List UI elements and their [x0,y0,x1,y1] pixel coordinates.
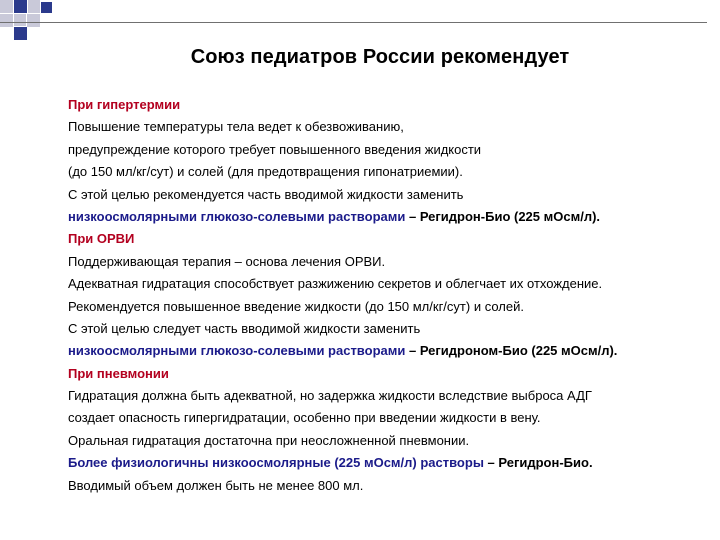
deco-square [0,0,13,13]
header-divider [0,22,707,23]
section-heading: При ОРВИ [68,231,135,247]
emphasis-line [68,340,708,362]
section-heading: При гипертермии [68,97,181,112]
emphasis-blue: низкоосмолярными глюкозо-солевыми растворами [68,343,406,359]
deco-square [14,27,27,40]
text-line: Вводимый объем должен быть не менее 800 мл. [68,477,364,493]
emphasis-black: – Регидрон-Био. [483,455,593,471]
text-line: С этой целью рекомендуется часть вводимой жидкости заменить [68,186,464,202]
text-line: (до 150 мл/кг/сут) и солей (для предотвращения гипонатриемии). [68,164,463,180]
deco-square [14,14,26,26]
deco-square [28,0,40,13]
slide-title: Союз педиатров России рекомендует [190,46,570,68]
section-heading: При пневмонии [68,365,169,381]
emphasis-blue: низкоосмолярными глюкозо-солевыми растворами [68,208,406,224]
emphasis-blue: Более физиологичны низкоосмолярные (225 мОсм/л) растворы [68,455,484,471]
text-line: Адекватная гидратация способствует разжижению секретов и облегчает их отхождение. [68,276,603,292]
deco-square [27,14,40,27]
text-line: Рекомендуется повышенное введение жидкости (до 150 мл/кг/сут) и солей. [68,298,524,314]
deco-square [41,2,52,13]
emphasis-black: – Регидроном-Био (225 мОсм/л). [405,343,618,359]
text-line: Повышение температуры тела ведет к обезвоживанию, [68,119,404,135]
deco-square [0,14,13,27]
deco-square [14,0,27,13]
text-line: Поддерживающая терапия – основа лечения ОРВИ. [68,253,386,269]
text-line: Гидратация должна быть адекватной, но задержка жидкости вследствие выброса АДГ [68,388,592,404]
text-line: С этой целью следует часть вводимой жидкости заменить [68,320,421,336]
emphasis-line [68,452,708,474]
text-line: создает опасность гипергидратации, особенно при введении жидкости в вену. [68,410,541,426]
emphasis-line [68,206,708,228]
slide-body [68,94,708,497]
emphasis-black: – Регидрон-Био (225 мОсм/л). [405,208,601,224]
text-line: предупреждение которого требует повышенного введения жидкости [68,141,482,157]
text-line: Оральная гидратация достаточна при неосложненной пневмонии. [68,432,470,448]
